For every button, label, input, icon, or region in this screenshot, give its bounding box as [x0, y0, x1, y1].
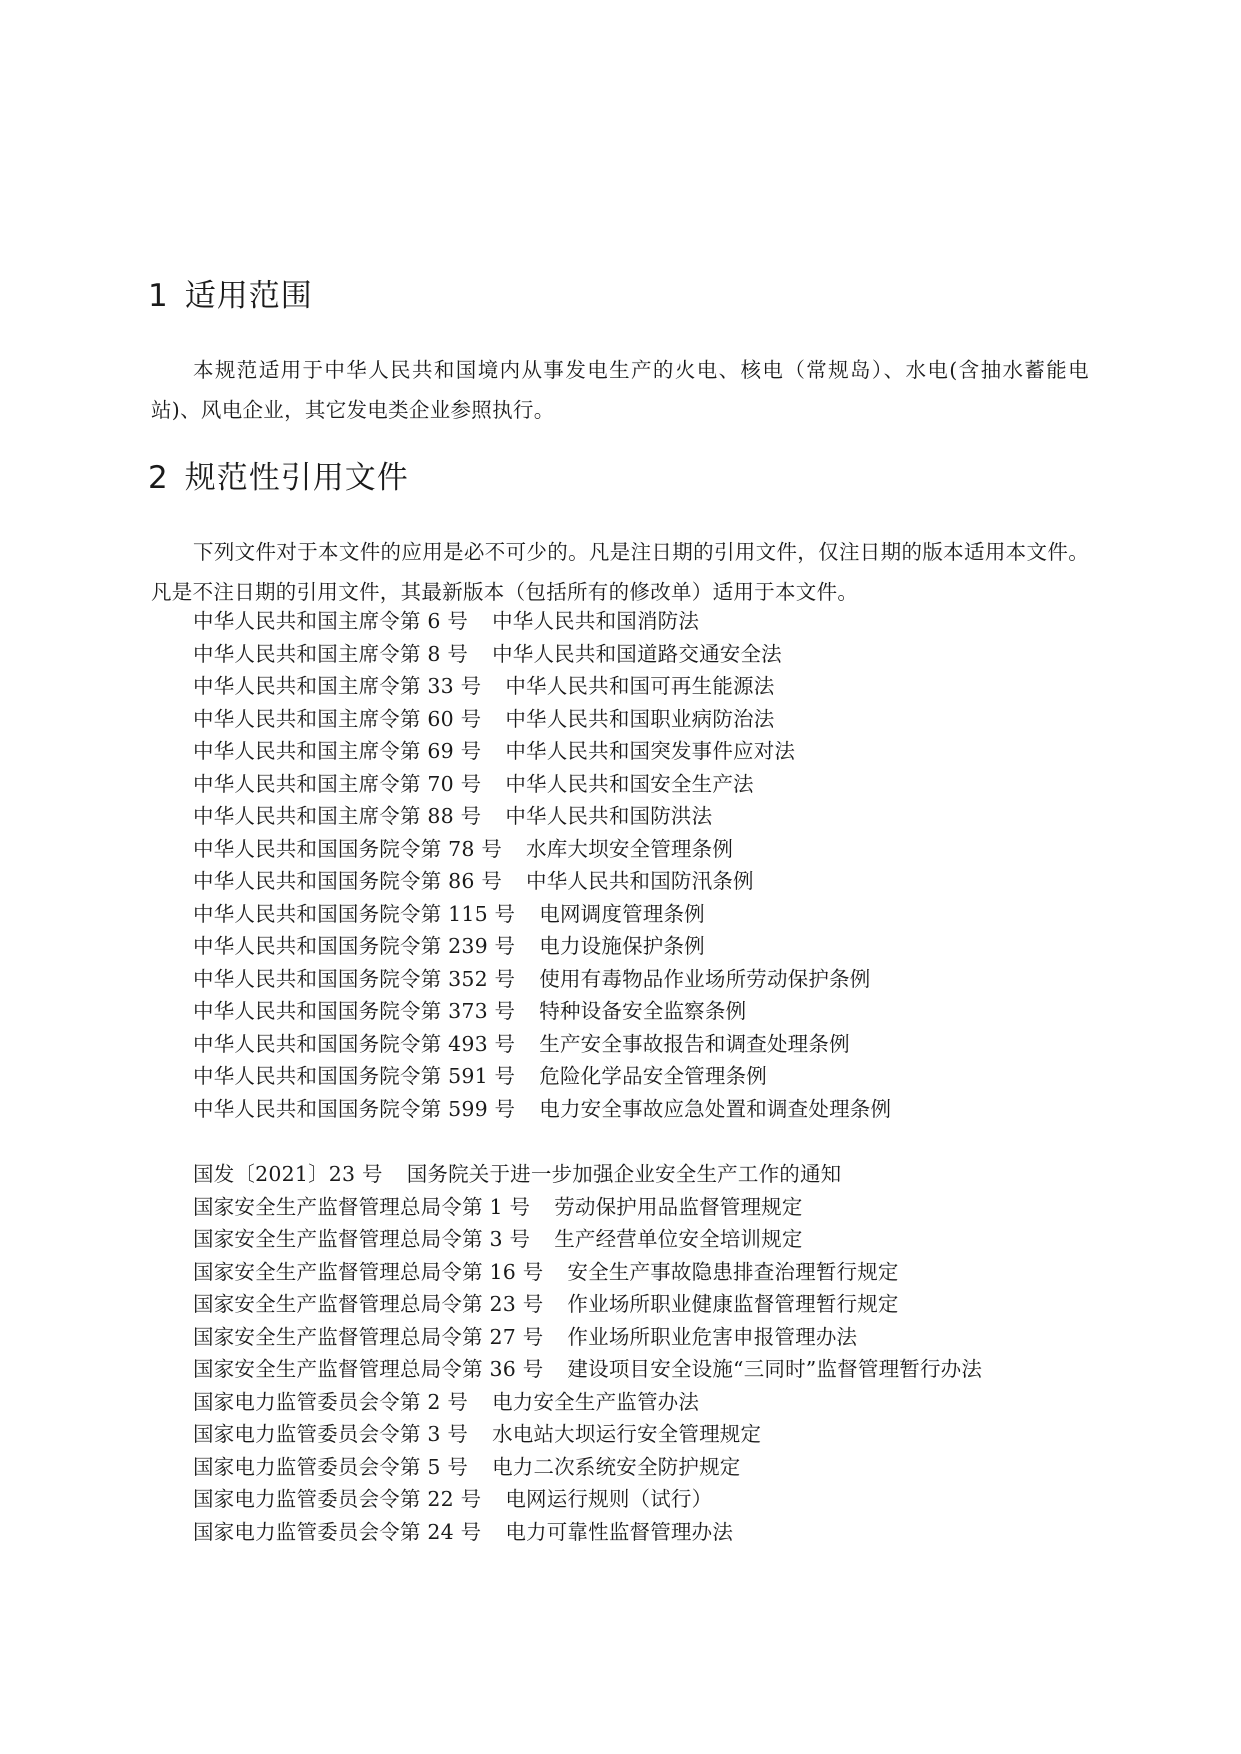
- section-1-heading: [148, 276, 313, 316]
- reference-item: [193, 1516, 982, 1549]
- reference-code: 中华人民共和国国务院令第 373 号: [193, 999, 516, 1023]
- reference-title: 中华人民共和国消防法: [492, 609, 700, 633]
- reference-title: 中华人民共和国职业病防治法: [505, 706, 775, 731]
- reference-list-laws: [193, 605, 891, 1125]
- reference-title: 中华人民共和国道路交通安全法: [492, 641, 782, 666]
- reference-title: 电力可靠性监督管理办法: [505, 1519, 734, 1544]
- reference-code: 中华人民共和国主席令第 70 号: [193, 771, 482, 796]
- reference-code: 国家安全生产监督管理总局令第 3 号: [193, 1227, 531, 1251]
- reference-title: 电网运行规则（试行）: [505, 1487, 713, 1511]
- reference-code: 中华人民共和国国务院令第 239 号: [193, 934, 516, 958]
- reference-item: [193, 1418, 982, 1451]
- reference-code: 中华人民共和国国务院令第 352 号: [193, 966, 516, 991]
- reference-title: 国务院关于进一步加强企业安全生产工作的通知: [406, 1162, 842, 1186]
- reference-item: [193, 1060, 891, 1093]
- reference-code: 国家电力监管委员会令第 5 号: [193, 1454, 469, 1479]
- reference-item: [193, 670, 891, 703]
- reference-code: 中华人民共和国主席令第 60 号: [193, 706, 482, 731]
- reference-item: [193, 1028, 891, 1061]
- reference-item: [193, 1321, 982, 1354]
- reference-title: 生产安全事故报告和调查处理条例: [539, 1031, 850, 1056]
- reference-item: [193, 768, 891, 801]
- section-2-paragraph: 下列文件对于本文件的应用是必不可少的。凡是注日期的引用文件，仅注日期的版本适用本文件。凡是不注日期的引用文件，其最新版本（包括所有的修改单）适用于本文件。: [151, 540, 1089, 604]
- reference-code: 国发〔2021〕23 号: [193, 1162, 383, 1186]
- section-2-heading: [148, 458, 409, 498]
- reference-code: 中华人民共和国主席令第 33 号: [193, 674, 482, 698]
- section-1-title: 适用范围: [184, 278, 313, 314]
- reference-code: 中华人民共和国国务院令第 591 号: [193, 1064, 516, 1088]
- reference-title: 作业场所职业危害申报管理办法: [567, 1324, 858, 1349]
- reference-item: [193, 995, 891, 1028]
- reference-code: 国家安全生产监督管理总局令第 23 号: [193, 1292, 544, 1316]
- reference-item: [193, 898, 891, 931]
- reference-title: 劳动保护用品监督管理规定: [554, 1194, 803, 1219]
- reference-item: [193, 1093, 891, 1126]
- reference-title: 中华人民共和国防汛条例: [526, 869, 754, 893]
- reference-item: [193, 1386, 982, 1419]
- reference-code: 中华人民共和国主席令第 8 号: [193, 641, 469, 666]
- reference-title: 建设项目安全设施“三同时”监督管理暂行办法: [567, 1357, 983, 1381]
- reference-code: 国家电力监管委员会令第 22 号: [193, 1487, 482, 1511]
- reference-title: 电网调度管理条例: [539, 901, 705, 926]
- reference-item: [193, 1353, 982, 1386]
- reference-title: 中华人民共和国突发事件应对法: [505, 739, 796, 763]
- reference-title: 电力安全生产监管办法: [492, 1389, 700, 1414]
- reference-code: 国家安全生产监督管理总局令第 27 号: [193, 1324, 544, 1349]
- reference-code: 中华人民共和国国务院令第 115 号: [193, 901, 516, 926]
- reference-title: 中华人民共和国可再生能源法: [505, 674, 775, 698]
- reference-item: [193, 865, 891, 898]
- reference-title: 电力二次系统安全防护规定: [492, 1454, 741, 1479]
- reference-code: 国家电力监管委员会令第 24 号: [193, 1519, 482, 1544]
- reference-code: 中华人民共和国国务院令第 86 号: [193, 869, 503, 893]
- reference-code: 中华人民共和国国务院令第 493 号: [193, 1031, 516, 1056]
- reference-code: 中华人民共和国国务院令第 599 号: [193, 1096, 516, 1121]
- reference-item: [193, 1256, 982, 1289]
- reference-item: [193, 638, 891, 671]
- section-1-paragraph: 本规范适用于中华人民共和国境内从事发电生产的火电、核电（常规岛）、水电(含抽水蓄能电站)、风电企业，其它发电类企业参照执行。: [151, 358, 1089, 422]
- reference-title: 特种设备安全监察条例: [539, 999, 747, 1023]
- reference-code: 国家安全生产监督管理总局令第 1 号: [193, 1194, 531, 1219]
- reference-code: 中华人民共和国主席令第 6 号: [193, 609, 469, 633]
- reference-item: [193, 1223, 982, 1256]
- reference-title: 使用有毒物品作业场所劳动保护条例: [539, 966, 871, 991]
- reference-item: [193, 1288, 982, 1321]
- reference-code: 国家安全生产监督管理总局令第 36 号: [193, 1357, 544, 1381]
- reference-item: [193, 735, 891, 768]
- reference-item: [193, 930, 891, 963]
- reference-item: [193, 800, 891, 833]
- reference-item: [193, 1483, 982, 1516]
- reference-item: [193, 605, 891, 638]
- reference-list-regulations: [193, 1158, 982, 1548]
- reference-item: [193, 703, 891, 736]
- reference-code: 中华人民共和国主席令第 88 号: [193, 804, 482, 828]
- reference-title: 电力安全事故应急处置和调查处理条例: [539, 1096, 892, 1121]
- reference-item: [193, 833, 891, 866]
- reference-title: 生产经营单位安全培训规定: [554, 1227, 803, 1251]
- reference-title: 安全生产事故隐患排查治理暂行规定: [567, 1259, 899, 1284]
- reference-code: 国家电力监管委员会令第 2 号: [193, 1389, 469, 1414]
- reference-item: [193, 1191, 982, 1224]
- reference-title: 中华人民共和国安全生产法: [505, 771, 754, 796]
- reference-title: 电力设施保护条例: [539, 934, 705, 958]
- reference-title: 水电站大坝运行安全管理规定: [492, 1422, 762, 1446]
- reference-code: 国家电力监管委员会令第 3 号: [193, 1422, 469, 1446]
- reference-item: [193, 1158, 982, 1191]
- reference-item: [193, 963, 891, 996]
- reference-code: 中华人民共和国国务院令第 78 号: [193, 836, 503, 861]
- reference-item: [193, 1451, 982, 1484]
- section-1-number: 1: [148, 278, 169, 314]
- reference-title: 危险化学品安全管理条例: [539, 1064, 767, 1088]
- reference-title: 作业场所职业健康监督管理暂行规定: [567, 1292, 899, 1316]
- reference-code: 国家安全生产监督管理总局令第 16 号: [193, 1259, 544, 1284]
- section-2-number: 2: [148, 460, 169, 496]
- section-2-title: 规范性引用文件: [184, 460, 409, 496]
- reference-title: 中华人民共和国防洪法: [505, 804, 713, 828]
- reference-title: 水库大坝安全管理条例: [526, 836, 734, 861]
- reference-code: 中华人民共和国主席令第 69 号: [193, 739, 482, 763]
